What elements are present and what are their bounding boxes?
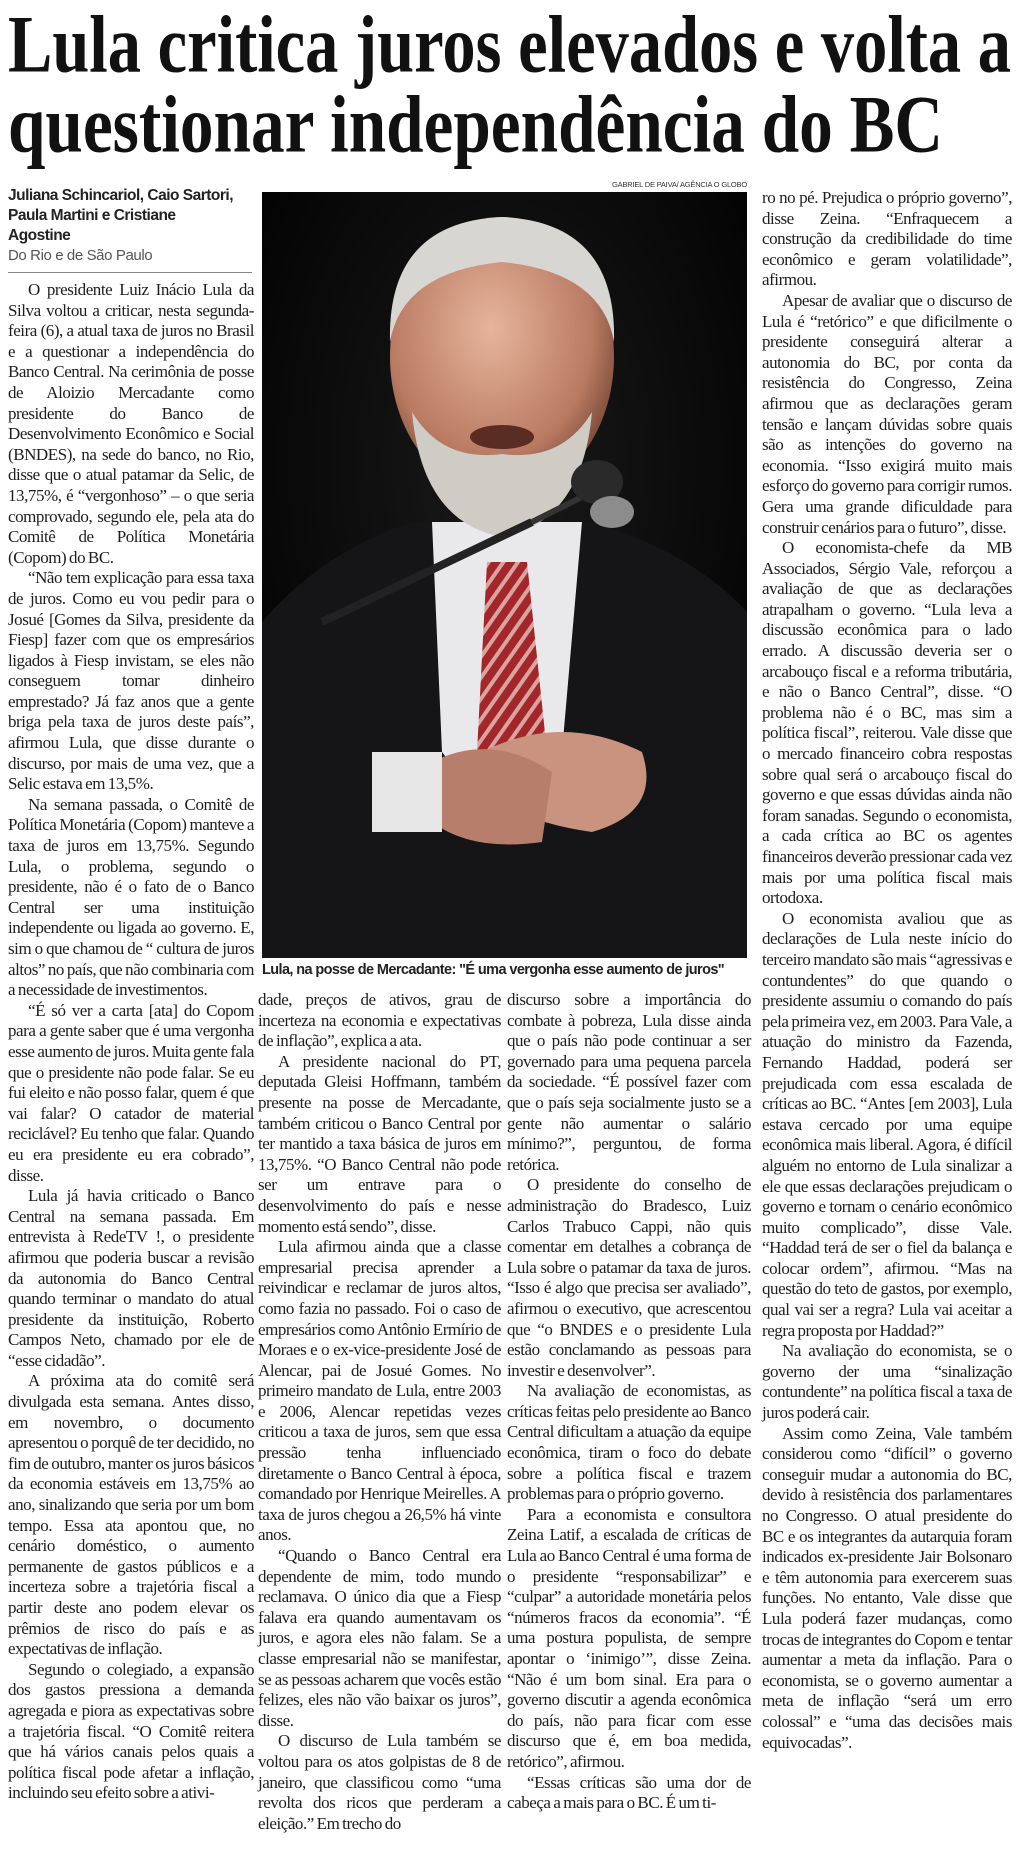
paragraph: discurso sobre a importância do combate à pobreza, Lula disse ainda que o país não pode continuar a ser governado para uma pequena parcela da sociedade. “É possível fazer com que o país seja socialmente justo se a gente não aumentar o salário mínimo?”, perguntou, de forma retórica. — [507, 990, 751, 1174]
headline-line-1: Lula critica juros elevados e volta a — [8, 0, 1011, 90]
byline-divider — [8, 272, 252, 273]
paragraph: Lula já havia criticado o Banco Central na semana passada. Em entrevista à RedeTV !, o presidente afirmou que poderia buscar a revisão da autonomia do Banco Central quando terminar o mandato do atual presidente da instituição, Roberto Campos Neto, chamado por ele de “esse cidadão”. — [8, 1186, 254, 1370]
paragraph: Lula afirmou ainda que a classe empresarial precisa aprender a reivindicar e reclamar de juros altos, como fazia no passado. Foi o caso de empresários como Antônio Ermírio de Moraes e o ex-vice-presidente José de Alencar, pai de Josué Gomes. No primeiro mandato de Lula, entre 2003 e 2006, Alencar repetidas vezes criticou a taxa de juros, sem que essa pressão tenha influenciado diretamente o Banco Central à época, comandado por Henrique Meirelles. A taxa de juros chegou a 26,5% há vinte anos. — [258, 1237, 501, 1545]
paragraph: O economista-chefe da MB Associados, Sérgio Vale, reforçou a avaliação de que as declarações atrapalham o governo. “Lula leva a discussão econômica para o lado errado. A discussão deveria ser o arcabouço fiscal e a reforma tributária, e não o Banco Central”, disse. “O problema não é o BC, mas sim a política fiscal”, reiterou. Vale disse que o mercado financeiro cobra respostas sobre qual será o arcabouço fiscal do governo e que essas dúvidas ainda não foram sanadas. Segundo o economista, a cada crítica ao BC os agentes financeiros deverão pressionar cada vez mais por uma política fiscal mais ortodoxa. — [762, 538, 1012, 908]
paragraph: ro no pé. Prejudica o próprio governo”, disse Zeina. “Enfraquecem a construção da credibilidade do time econômico e geram volatilidade”, afirmou. — [762, 188, 1012, 290]
paragraph: Para a economista e consultora Zeina Latif, a escalada de críticas de Lula ao Banco Central é uma forma de o presidente “responsabilizar” e “culpar” a autoridade monetária pelos “números fracos da economia”. “É uma postura populista, de sempre apontar o ‘inimigo’”, disse Zeina. “Não é um bom sinal. Era para o governo discutir a agenda econômica do país, não para ficar com esse discurso que é, em boa medida, retórico”, afirmou. — [507, 1504, 751, 1771]
paragraph: O presidente do conselho de administração do Bradesco, Luiz Carlos Trabuco Cappi, não quis comentar em detalhes a cobrança de Lula sobre o patamar da taxa de juros. “Isso é algo que precisa ser avaliado”, afirmou o executivo, que acrescentou que “o BNDES e o presidente Lula estão conclamando as pessoas para investir e desenvolver”. — [507, 1175, 751, 1380]
paragraph: Na semana passada, o Comitê de Política Monetária (Copom) manteve a taxa de juros em 13,75%. Segundo Lula, o problema, segundo o presidente, não é o fato de o Banco Central ser uma instituição independente ou ligada ao governo. E, sim o que chamou de “ cultura de juros altos” no país, que não combinaria com a necessidade de investimentos. — [8, 794, 254, 1000]
dateline-location: Do Rio e de São Paulo — [8, 247, 153, 264]
photo-credit: GABRIEL DE PAIVA/ AGÊNCIA O GLOBO — [612, 180, 747, 189]
paragraph: Na avaliação do economista, se o governo der uma “sinalização contundente” na política fiscal a taxa de juros poderá cair. — [762, 1341, 1012, 1423]
paragraph: dade, preços de ativos, grau de incerteza na economia e expectativas de inflação”, explica a ata. — [258, 990, 501, 1051]
paragraph: Apesar de avaliar que o discurso de Lula é “retórico” e que dificilmente o presidente conseguirá alterar a autonomia do BC, por conta da resistência do Congresso, Zeina afirmou que as declarações geram tensão e lançam dúvidas sobre quais são as intenções do governo na economia. “Isso exigirá muito mais esforço do governo para corrigir rumos. Gera uma grande dificuldade para construir cenários para o futuro”, disse. — [762, 290, 1012, 537]
headline — [8, 0, 1013, 170]
authors — [8, 186, 253, 246]
headline-line-2: questionar independência do BC — [8, 79, 943, 170]
article-column-4 — [762, 188, 1012, 1753]
paragraph: O discurso de Lula também se voltou para os atos golpistas de 8 de janeiro, que classificou como “uma revolta dos ricos que perderam a eleição.” Em trecho do — [258, 1731, 501, 1833]
authors-line: Juliana Schincariol, Caio Sartori, — [8, 187, 234, 204]
paragraph: O presidente Luiz Inácio Lula da Silva voltou a criticar, nesta segunda-feira (6), a atual taxa de juros no Brasil e a questionar a independência do Banco Central. Na cerimônia de posse de Aloizio Mercadante como presidente do Banco de Desenvolvimento Econômico e Social (BNDES), na sede do banco, no Rio, disse que o atual patamar da Selic, de 13,75%, é “vergonhoso” – o que seria comprovado, segundo ele, pela ata do Comitê de Política Monetária (Copom) do BC. — [8, 280, 254, 567]
paragraph: Na avaliação de economistas, as críticas feitas pelo presidente ao Banco Central dificultam a atuação da equipe econômica, tiram o foco do debate sobre a política fiscal e trazem problemas para o próprio governo. — [507, 1381, 751, 1504]
paragraph: O economista avaliou que as declarações de Lula neste início do terceiro mandato são mais “agressivas e contundentes” do que quando o presidente assumiu o comando do país pela primeira vez, em 2003. Para Vale, a atuação do ministro da Fazenda, Fernando Haddad, poderá ser prejudicada com essa escalada de críticas ao BC. “Antes [em 2003], Lula estava cercado por uma equipe econômica mais liberal. Agora, é difícil alguém no entorno de Lula sinalizar a ele que essas declarações prejudicam o governo e tornam o cenário econômico muito complicado”, disse Vale. “Haddad terá de ser o fiel da balança e colocar ordem”, afirmou. “Mas na questão do teto de gastos, por exemplo, qual vai ser a regra? Lula vai aceitar a regra proposta por Haddad?” — [762, 908, 1012, 1340]
photo-illustration — [262, 192, 747, 958]
article-column-3 — [507, 990, 751, 1814]
paragraph: “Não tem explicação para essa taxa de juros. Como eu vou pedir para o Josué [Gomes da Silva, presidente da Fiesp] fazer com que os empresários ligados à Fiesp invistam, se eles não conseguem tomar dinheiro emprestado? Já faz anos que a gente briga pela taxa de juros deste país”, afirmou Lula, que disse durante o discurso, por mais de uma vez, que a Selic estava em 13,5%. — [8, 568, 254, 794]
paragraph: A presidente nacional do PT, deputada Gleisi Hoffmann, também presente na posse de Mercadante, também criticou o Banco Central por ter mantido a taxa básica de juros em 13,75%. “O Banco Central não pode ser um entrave para o desenvolvimento do país e nesse momento está sendo”, disse. — [258, 1051, 501, 1236]
paragraph: “Essas críticas são uma dor de cabeça a mais para o BC. É um ti- — [507, 1772, 751, 1813]
authors-line: Paula Martini e Cristiane — [8, 207, 176, 224]
paragraph: Assim como Zeina, Vale também considerou como “difícil” o governo conseguir mudar a autonomia do BC, devido à resistência dos parlamentares no Congresso. O atual presidente do BC e os integrantes da autarquia foram indicados ex-presidente Jair Bolsonaro e têm autonomia para exercerem suas funções. No entanto, Vale disse que Lula poderá fazer mudanças, como trocas de integrantes do Copom e tentar aumentar a meta da inflação. Para o economista, se o governo aumentar a meta de inflação “será um erro colossal” e “uma das decisões mais equivocadas”. — [762, 1423, 1012, 1752]
photo-caption: Lula, na posse de Mercadante: "É uma vergonha esse aumento de juros" — [262, 962, 725, 978]
article-column-1 — [8, 280, 254, 1804]
paragraph: “Quando o Banco Central era dependente de mim, todo mundo reclamava. O único dia que a Fiesp falava era quando aumentavam os juros, e agora eles não falam. Se a classe empresarial não se manifestar, se as pessoas acharem que vocês estão felizes, eles não vão baixar os juros”, disse. — [258, 1546, 501, 1730]
authors-line: Agostine — [8, 227, 71, 244]
paragraph: Segundo o colegiado, a expansão dos gastos pressiona a demanda agregada e piora as expectativas sobre a trajetória fiscal. “O Comitê reitera que há vários canais pelos quais a política fiscal pode afetar a inflação, incluindo seu efeito sobre a ativi- — [8, 1659, 254, 1803]
paragraph: “É só ver a carta [ata] do Copom para a gente saber que é uma vergonha esse aumento de juros. Muita gente fala que o presidente não pode falar. Se eu fui eleito e não posso falar, quem é que vai falar? O catador de material reciclável? Eu tenho que falar. Quando eu era presidente eu era cobrado”, disse. — [8, 1000, 255, 1185]
paragraph: A próxima ata do comitê será divulgada esta semana. Antes disso, em novembro, o documento apresentou o porquê de ter decidido, no fim de outubro, manter os juros básicos da economia estáveis em 13,75% ao ano, sinalizando que seria por um bom tempo. Essa ata apontou que, no cenário doméstico, o aumento permanente de gastos públicos e a incerteza sobre a trajetória fiscal a partir deste ano podem elevar os prêmios de risco do país e as expectativas de inflação. — [8, 1371, 254, 1659]
byline — [8, 186, 253, 266]
article-column-2 — [258, 990, 501, 1834]
photo-lula-speaking — [262, 192, 747, 958]
